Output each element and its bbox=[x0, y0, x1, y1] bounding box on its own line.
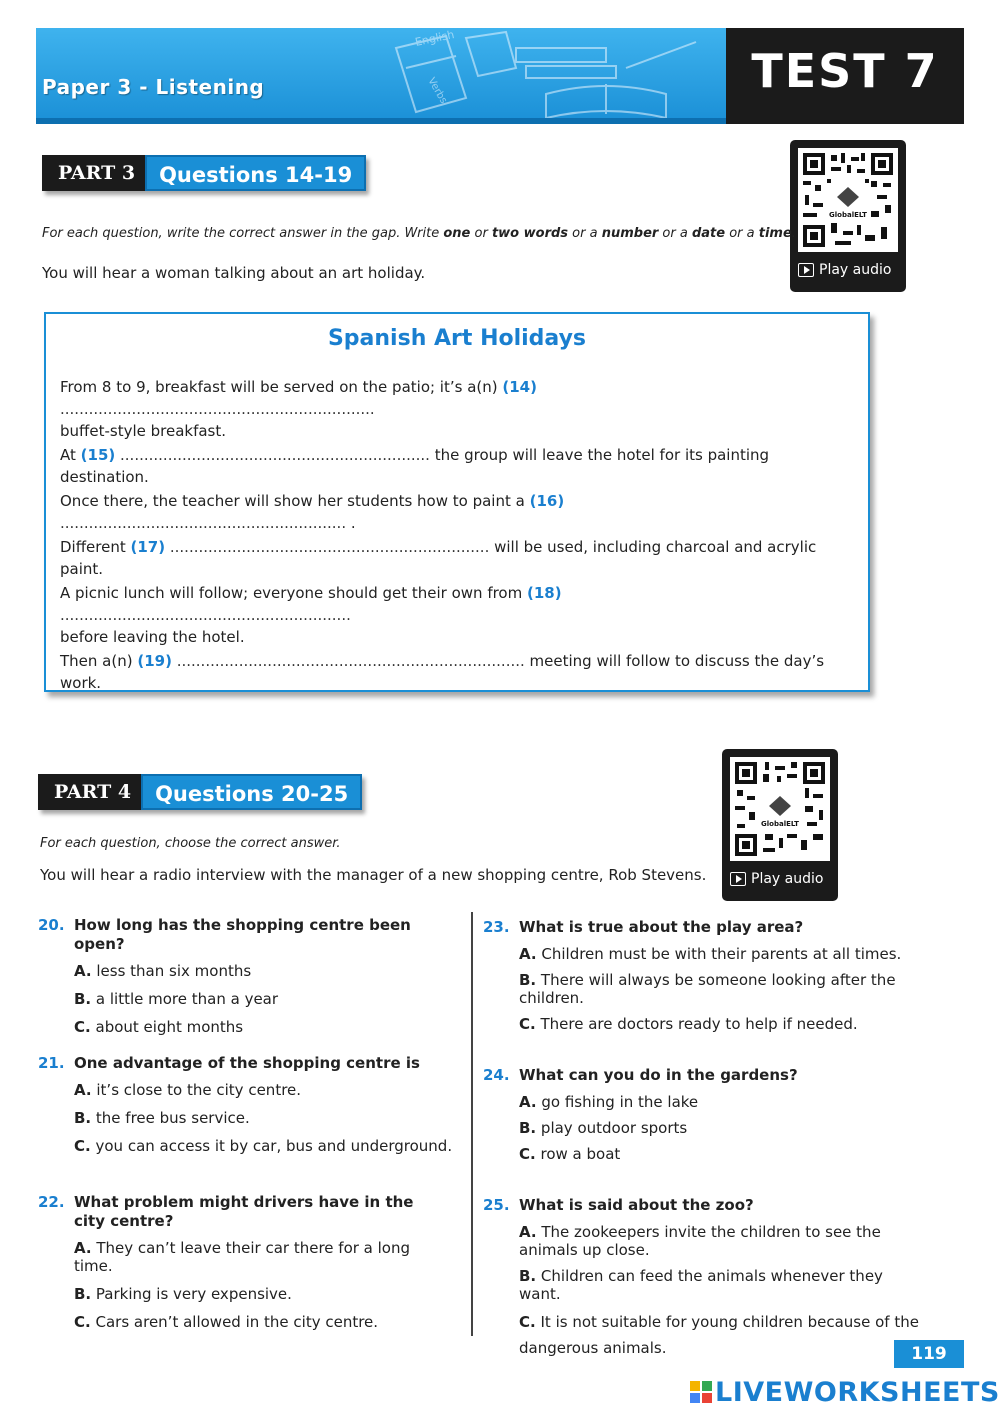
part3-label bbox=[42, 155, 366, 191]
note-text: meeting will follow to discuss the day’s work. bbox=[60, 652, 825, 692]
option-text: Children can feed the animals whenever they want. bbox=[519, 1267, 883, 1303]
note-line-19 bbox=[60, 650, 850, 694]
option-letter: B. bbox=[74, 1285, 92, 1303]
question-22 bbox=[38, 1193, 448, 1331]
art-word-verbs: Verbs bbox=[425, 76, 449, 106]
question-text: One advantage of the shopping centre is bbox=[74, 1054, 420, 1072]
play-audio-button[interactable] bbox=[798, 262, 898, 278]
instr-text: or a bbox=[658, 226, 692, 241]
option-text: about eight months bbox=[95, 1018, 244, 1036]
option-text: Cars aren’t allowed in the city centre. bbox=[95, 1313, 379, 1331]
page-number: 119 bbox=[894, 1340, 964, 1368]
question-text: How long has the shopping centre been open? bbox=[74, 916, 411, 953]
option-c[interactable] bbox=[483, 1145, 923, 1163]
option-letter: B. bbox=[519, 1267, 537, 1285]
question-stem bbox=[38, 916, 458, 954]
gap-19[interactable]: ......................................................................... bbox=[171, 652, 525, 670]
notes-box bbox=[44, 312, 870, 692]
part4-intro: You will hear a radio interview with the manager of a new shopping centre, Rob Stevens. bbox=[40, 866, 707, 884]
option-letter: A. bbox=[519, 1223, 537, 1241]
option-text: less than six months bbox=[96, 962, 252, 980]
question-20 bbox=[38, 916, 458, 1036]
note-text: will be used, including charcoal and acrylic paint. bbox=[60, 538, 817, 578]
option-letter: B. bbox=[74, 1109, 92, 1127]
question-stem bbox=[38, 1054, 458, 1073]
liveworksheets-icon bbox=[690, 1381, 712, 1403]
gap-17[interactable]: ................................................................... bbox=[165, 538, 490, 556]
gap-number: (17) bbox=[130, 538, 166, 556]
note-text: before leaving the hotel. bbox=[60, 628, 245, 646]
question-23 bbox=[483, 918, 923, 1033]
note-line-14 bbox=[60, 376, 850, 442]
option-letter: C. bbox=[519, 1015, 536, 1033]
banner-black-panel bbox=[726, 28, 964, 124]
part3-number: PART 3 bbox=[42, 155, 145, 191]
option-a[interactable] bbox=[38, 962, 458, 980]
option-letter: A. bbox=[519, 945, 537, 963]
option-a[interactable] bbox=[483, 945, 923, 963]
question-stem bbox=[483, 1066, 923, 1085]
note-text: Once there, the teacher will show her students how to paint a bbox=[60, 492, 530, 510]
option-text: a little more than a year bbox=[95, 990, 279, 1008]
instr-bold: two words bbox=[491, 226, 569, 241]
part3-qr-audio[interactable] bbox=[790, 140, 906, 292]
instr-bold: time bbox=[758, 226, 792, 241]
instr-text: or a bbox=[568, 226, 602, 241]
part4-number: PART 4 bbox=[38, 774, 141, 810]
option-text: The zookeepers invite the children to see the animals up close. bbox=[519, 1223, 881, 1259]
question-stem bbox=[483, 1196, 923, 1215]
option-text: Children must be with their parents at all times. bbox=[541, 945, 902, 963]
option-b[interactable] bbox=[38, 1109, 458, 1127]
option-text: you can access it by car, bus and underground. bbox=[95, 1137, 453, 1155]
option-c[interactable] bbox=[38, 1137, 458, 1155]
instr-text: . bbox=[791, 226, 796, 241]
note-text: From 8 to 9, breakfast will be served on the patio; it’s a(n) bbox=[60, 378, 503, 396]
option-text: Parking is very expensive. bbox=[95, 1285, 292, 1303]
note-text: A picnic lunch will follow; everyone should get their own from bbox=[60, 584, 527, 602]
option-b[interactable] bbox=[38, 1285, 448, 1303]
note-text: Then a(n) bbox=[60, 652, 138, 670]
instr-text: or a bbox=[725, 226, 759, 241]
qr-brand-text: GlobalELT bbox=[761, 820, 799, 828]
note-line-17 bbox=[60, 536, 850, 580]
gap-number: (14) bbox=[502, 378, 537, 396]
note-text: Different bbox=[60, 538, 131, 556]
instr-bold: number bbox=[601, 226, 659, 241]
question-number: 22. bbox=[38, 1193, 65, 1211]
part3-questions-range: Questions 14-19 bbox=[145, 155, 366, 191]
option-letter: B. bbox=[519, 1119, 537, 1137]
option-letter: C. bbox=[519, 1313, 536, 1331]
part3-instruction bbox=[42, 226, 796, 241]
column-divider bbox=[471, 912, 473, 1336]
part3-intro: You will hear a woman talking about an art holiday. bbox=[42, 264, 426, 282]
gap-15[interactable]: ................................................................. bbox=[115, 446, 430, 464]
books-illustration-icon bbox=[366, 28, 726, 124]
note-text: the group will leave the hotel for its painting destination. bbox=[60, 446, 770, 486]
art-word-english: English bbox=[413, 28, 456, 49]
option-c[interactable] bbox=[483, 1309, 923, 1361]
question-number: 24. bbox=[483, 1066, 510, 1084]
option-text: it’s close to the city centre. bbox=[96, 1081, 302, 1099]
option-text: It is not suitable for young children because of the dangerous animals. bbox=[519, 1313, 919, 1357]
instr-text: For each question, write the correct answer in the gap. Write bbox=[42, 226, 444, 241]
question-number: 25. bbox=[483, 1196, 510, 1214]
instr-bold: one bbox=[443, 226, 471, 241]
gap-number: (16) bbox=[529, 492, 565, 510]
option-letter: B. bbox=[519, 971, 537, 989]
note-line-18 bbox=[60, 582, 850, 648]
part4-questions-range: Questions 20-25 bbox=[141, 774, 362, 810]
option-letter: A. bbox=[74, 1239, 92, 1257]
question-text: What is said about the zoo? bbox=[519, 1196, 754, 1214]
note-text: . bbox=[346, 514, 356, 532]
question-21 bbox=[38, 1054, 458, 1155]
qr-brand-text: GlobalELT bbox=[829, 211, 867, 219]
liveworksheets-logo bbox=[690, 1376, 1000, 1408]
option-a[interactable] bbox=[483, 1093, 923, 1111]
test-title: TEST 7 bbox=[751, 44, 939, 98]
option-letter: A. bbox=[74, 962, 92, 980]
question-number: 20. bbox=[38, 916, 65, 934]
banner-blue-panel bbox=[36, 28, 726, 124]
option-b[interactable] bbox=[483, 1119, 923, 1137]
part4-label bbox=[38, 774, 362, 810]
gap-number: (19) bbox=[137, 652, 172, 670]
gap-16[interactable]: ............................................................ bbox=[60, 514, 347, 532]
note-line-16 bbox=[60, 490, 850, 534]
question-number: 23. bbox=[483, 918, 510, 936]
option-letter: C. bbox=[74, 1137, 91, 1155]
play-audio-label: Play audio bbox=[819, 262, 892, 278]
instr-text: or bbox=[470, 226, 492, 241]
option-letter: C. bbox=[74, 1018, 91, 1036]
part4-qr-audio[interactable] bbox=[722, 749, 838, 901]
question-stem bbox=[38, 1193, 448, 1231]
option-a[interactable] bbox=[38, 1081, 458, 1099]
question-number: 21. bbox=[38, 1054, 65, 1072]
option-text: There will always be someone looking after the children. bbox=[519, 971, 896, 1007]
option-letter: A. bbox=[519, 1093, 537, 1111]
option-a[interactable] bbox=[38, 1239, 448, 1275]
option-letter: C. bbox=[74, 1313, 91, 1331]
note-text: buffet-style breakfast. bbox=[60, 422, 227, 440]
option-b[interactable] bbox=[483, 971, 923, 1007]
option-text: play outdoor sports bbox=[540, 1119, 688, 1137]
play-audio-label: Play audio bbox=[751, 871, 824, 887]
play-icon bbox=[730, 872, 746, 886]
qr-code-icon bbox=[730, 757, 830, 861]
option-text: go fishing in the lake bbox=[541, 1093, 699, 1111]
option-text: row a boat bbox=[540, 1145, 621, 1163]
option-text: the free bus service. bbox=[95, 1109, 250, 1127]
option-b[interactable] bbox=[38, 990, 458, 1008]
gap-18[interactable]: ............................................................. bbox=[60, 606, 351, 624]
question-stem bbox=[483, 918, 923, 937]
option-c[interactable] bbox=[38, 1313, 448, 1331]
play-audio-button[interactable] bbox=[730, 871, 830, 887]
gap-number: (18) bbox=[527, 584, 562, 602]
gap-number: (15) bbox=[80, 446, 116, 464]
option-c[interactable] bbox=[483, 1015, 923, 1033]
notes-title: Spanish Art Holidays bbox=[327, 326, 587, 351]
note-text: At bbox=[60, 446, 81, 464]
question-text: What can you do in the gardens? bbox=[519, 1066, 798, 1084]
option-text: There are doctors ready to help if needed. bbox=[540, 1015, 858, 1033]
question-25 bbox=[483, 1196, 923, 1361]
option-a[interactable] bbox=[483, 1223, 923, 1259]
option-text: They can’t leave their car there for a long time. bbox=[74, 1239, 411, 1275]
paper-title: Paper 3 - Listening bbox=[42, 75, 265, 99]
note-line-15 bbox=[60, 444, 850, 488]
instr-bold: date bbox=[691, 226, 726, 241]
option-letter: A. bbox=[74, 1081, 92, 1099]
play-icon bbox=[798, 263, 814, 277]
banner-stripe bbox=[36, 118, 726, 124]
option-c[interactable] bbox=[38, 1018, 458, 1036]
option-letter: C. bbox=[519, 1145, 536, 1163]
gap-14[interactable]: .................................................................. bbox=[60, 400, 375, 418]
part4-instruction: For each question, choose the correct answer. bbox=[40, 836, 341, 851]
header-banner bbox=[36, 28, 964, 124]
option-letter: B. bbox=[74, 990, 92, 1008]
question-24 bbox=[483, 1066, 923, 1163]
qr-code-icon bbox=[798, 148, 898, 252]
liveworksheets-brand: LIVEWORKSHEETS bbox=[715, 1376, 1000, 1408]
option-b[interactable] bbox=[483, 1267, 923, 1303]
question-text: What is true about the play area? bbox=[519, 918, 804, 936]
question-text: What problem might drivers have in the city centre? bbox=[74, 1193, 414, 1230]
